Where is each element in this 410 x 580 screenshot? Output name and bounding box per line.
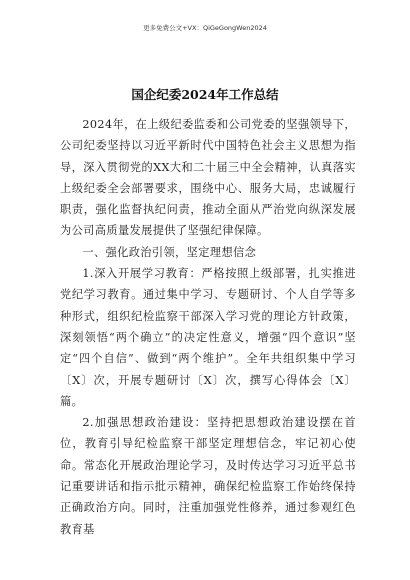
document-body bbox=[60, 114, 356, 540]
document-title: 国企纪委2024年工作总结 bbox=[131, 87, 279, 102]
intro-paragraph: 2024年，在上级纪委监委和公司党委的坚强领导下，公司纪委坚持以习近平新时代中国特色社会主义思想为指导，深入贯彻党的XX大和二十届三中全会精神，认真落实上级纪委全会部署要求，围绕中心、服务大局，忠诚履行职责，强化监督执纪问责，推动全面从严治党向纵深发展为公司高质量发展提供了坚强纪律保障。 bbox=[60, 118, 356, 238]
body-paragraph: 2.加强思想政治建设：坚持把思想政治建设摆在首位，教育引导纪检监察干部坚定理想信念，牢记初心使命。常态化开展政治理论学习，及时传达学习习近平总书记重要讲话和指示批示精神，确保纪检监察工作始终保持正确政治方向。同时，注重加强党性修养，通过参观红色教育基 bbox=[60, 416, 356, 536]
header-note: 更多免费公文+VX：QiGeGongWen2024 bbox=[143, 24, 267, 32]
section-heading: 一、强化政治引领，坚定理想信念 bbox=[82, 245, 257, 259]
body-paragraph: 1.深入开展学习教育：严格按照上级部署，扎实推进党纪学习教育。通过集中学习、专题研讨、个人自学等多种形式，组织纪检监察干部深入学习党的理论方针政策，深刻领悟“两个确立”的决定性意义，增强“四个意识”坚定“四个自信”、做到“两个维护”。全年共组织集中学习〔X〕次，开展专题研讨〔X〕次，撰写心得体会〔X〕篇。 bbox=[60, 267, 356, 408]
